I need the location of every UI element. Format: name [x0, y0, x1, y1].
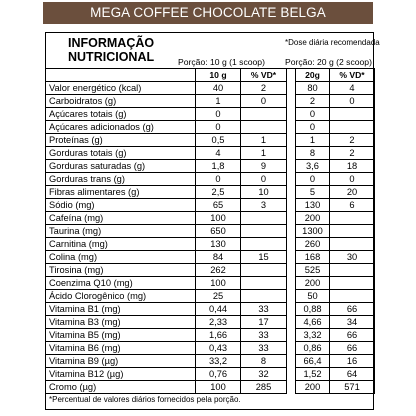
value-20g: 66,4 [296, 355, 330, 368]
table-row [46, 186, 375, 199]
value-20g: 1,52 [296, 368, 330, 381]
vd-10g: 285 [241, 381, 287, 394]
nutrient-label: Valor energético (kcal) [46, 82, 196, 95]
nutrient-label: Carnitina (mg) [46, 238, 196, 251]
vd-10g: 32 [241, 368, 287, 381]
vd-20g: 16 [330, 355, 375, 368]
value-10g: 2,33 [196, 316, 241, 329]
vd-20g: 30 [330, 251, 375, 264]
table-row [46, 368, 375, 381]
column-gap [287, 212, 296, 225]
value-10g: 4 [196, 147, 241, 160]
vd-20g: 20 [330, 186, 375, 199]
vd-20g [330, 108, 375, 121]
table-row [46, 264, 375, 277]
vd-20g [330, 264, 375, 277]
value-10g: 0,5 [196, 134, 241, 147]
vd-20g: 66 [330, 303, 375, 316]
nutrient-label: Fibras alimentares (g) [46, 186, 196, 199]
value-10g: 100 [196, 381, 241, 394]
table-row [46, 147, 375, 160]
footnote: *Percentual de valores diários fornecidos pela porção. [49, 395, 241, 404]
value-10g: 100 [196, 212, 241, 225]
value-10g: 0 [196, 108, 241, 121]
nutrient-label: Vitamina B9 (µg) [46, 355, 196, 368]
vd-10g [241, 121, 287, 134]
vd-10g: 33 [241, 303, 287, 316]
vd-10g: 17 [241, 316, 287, 329]
vd-20g [330, 212, 375, 225]
header-serving-10g: 10 g [196, 69, 241, 82]
column-gap [287, 134, 296, 147]
table-row [46, 108, 375, 121]
column-gap [287, 264, 296, 277]
vd-10g: 1 [241, 134, 287, 147]
column-gap [287, 199, 296, 212]
value-10g: 0 [196, 121, 241, 134]
nutrient-label: Vitamina B12 (µg) [46, 368, 196, 381]
header-vd-10g: % VD* [241, 69, 287, 82]
nutrient-label: Açúcares totais (g) [46, 108, 196, 121]
value-10g: 0,43 [196, 342, 241, 355]
column-gap [287, 290, 296, 303]
table-row [46, 212, 375, 225]
vd-20g [330, 238, 375, 251]
table-row [46, 95, 375, 108]
value-10g: 100 [196, 277, 241, 290]
value-10g: 0 [196, 173, 241, 186]
table-row [46, 173, 375, 186]
value-20g: 0 [296, 108, 330, 121]
product-title-banner: MEGA COFFEE CHOCOLATE BELGA [43, 2, 373, 24]
column-gap [287, 303, 296, 316]
column-gap [287, 225, 296, 238]
vd-20g: 4 [330, 82, 375, 95]
vd-20g: 0 [330, 173, 375, 186]
value-20g: 200 [296, 381, 330, 394]
value-20g: 525 [296, 264, 330, 277]
column-gap [287, 368, 296, 381]
column-gap [287, 82, 296, 95]
value-20g: 3,32 [296, 329, 330, 342]
column-gap [287, 147, 296, 160]
nutrient-label: Colina (mg) [46, 251, 196, 264]
nutrient-label: Sódio (mg) [46, 199, 196, 212]
value-10g: 650 [196, 225, 241, 238]
value-20g: 5 [296, 186, 330, 199]
portion-20g-label: Porção: 20 g (2 scoop) [285, 57, 372, 67]
nutrient-label: Açúcares adicionados (g) [46, 121, 196, 134]
table-row [46, 238, 375, 251]
vd-10g: 8 [241, 355, 287, 368]
nutrient-label: Carboidratos (g) [46, 95, 196, 108]
vd-20g [330, 290, 375, 303]
nutrient-label: Vitamina B1 (mg) [46, 303, 196, 316]
value-20g: 3,6 [296, 160, 330, 173]
column-gap [287, 277, 296, 290]
column-gap [287, 121, 296, 134]
nutrient-label: Vitamina B3 (mg) [46, 316, 196, 329]
value-10g: 25 [196, 290, 241, 303]
vd-20g: 0 [330, 95, 375, 108]
table-row [46, 121, 375, 134]
column-gap [287, 160, 296, 173]
vd-10g [241, 277, 287, 290]
value-10g: 0,44 [196, 303, 241, 316]
table-row [46, 381, 375, 394]
column-gap [287, 342, 296, 355]
value-20g: 260 [296, 238, 330, 251]
value-10g: 2,5 [196, 186, 241, 199]
vd-10g [241, 225, 287, 238]
nutrient-label: Proteínas (g) [46, 134, 196, 147]
vd-20g: 18 [330, 160, 375, 173]
vd-20g: 66 [330, 329, 375, 342]
nutrient-label: Ácido Clorogênico (mg) [46, 290, 196, 303]
vd-10g: 2 [241, 82, 287, 95]
value-10g: 1,8 [196, 160, 241, 173]
vd-20g: 64 [330, 368, 375, 381]
value-10g: 0,76 [196, 368, 241, 381]
vd-10g: 3 [241, 199, 287, 212]
value-10g: 33,2 [196, 355, 241, 368]
panel-title [68, 36, 154, 64]
table-row [46, 290, 375, 303]
column-gap [287, 238, 296, 251]
vd-20g: 571 [330, 381, 375, 394]
nutrition-table [45, 68, 375, 394]
value-20g: 1300 [296, 225, 330, 238]
vd-10g: 33 [241, 329, 287, 342]
dv-note: *Dose diária recomendada [285, 38, 380, 47]
value-20g: 0,88 [296, 303, 330, 316]
value-10g: 1,66 [196, 329, 241, 342]
vd-20g: 2 [330, 147, 375, 160]
table-row [46, 316, 375, 329]
value-20g: 50 [296, 290, 330, 303]
header-label-cell [46, 69, 196, 82]
nutrient-label: Vitamina B6 (mg) [46, 342, 196, 355]
vd-20g: 2 [330, 134, 375, 147]
vd-20g [330, 225, 375, 238]
table-row [46, 199, 375, 212]
vd-10g [241, 264, 287, 277]
vd-10g: 15 [241, 251, 287, 264]
value-20g: 130 [296, 199, 330, 212]
value-20g: 80 [296, 82, 330, 95]
column-gap [287, 95, 296, 108]
value-20g: 168 [296, 251, 330, 264]
portion-10g-label: Porção: 10 g (1 scoop) [178, 57, 265, 67]
vd-20g: 6 [330, 199, 375, 212]
table-row [46, 329, 375, 342]
value-20g: 0 [296, 173, 330, 186]
vd-10g: 1 [241, 147, 287, 160]
panel-title-line1: INFORMAÇÃO [68, 36, 155, 50]
table-row [46, 160, 375, 173]
nutrient-label: Taurina (mg) [46, 225, 196, 238]
nutrient-label: Vitamina B5 (mg) [46, 329, 196, 342]
vd-20g: 66 [330, 342, 375, 355]
column-gap [287, 173, 296, 186]
table-row [46, 355, 375, 368]
table-row [46, 82, 375, 95]
table-row [46, 303, 375, 316]
value-20g: 0,86 [296, 342, 330, 355]
value-20g: 200 [296, 277, 330, 290]
column-gap [287, 316, 296, 329]
table-row [46, 277, 375, 290]
value-20g: 4,66 [296, 316, 330, 329]
vd-10g [241, 212, 287, 225]
value-20g: 0 [296, 121, 330, 134]
nutrient-label: Cromo (µg) [46, 381, 196, 394]
value-20g: 8 [296, 147, 330, 160]
value-20g: 2 [296, 95, 330, 108]
value-20g: 1 [296, 134, 330, 147]
value-10g: 65 [196, 199, 241, 212]
vd-20g [330, 277, 375, 290]
vd-10g: 10 [241, 186, 287, 199]
nutrient-label: Gorduras trans (g) [46, 173, 196, 186]
column-gap [287, 69, 296, 82]
table-row [46, 225, 375, 238]
table-row [46, 342, 375, 355]
vd-10g: 0 [241, 95, 287, 108]
header-serving-20g: 20g [296, 69, 330, 82]
value-10g: 262 [196, 264, 241, 277]
value-10g: 1 [196, 95, 241, 108]
panel-title-line2: NUTRICIONAL [68, 50, 155, 64]
header-vd-20g: % VD* [330, 69, 375, 82]
vd-10g [241, 238, 287, 251]
vd-10g: 9 [241, 160, 287, 173]
table-row [46, 134, 375, 147]
vd-20g: 34 [330, 316, 375, 329]
column-gap [287, 329, 296, 342]
value-10g: 130 [196, 238, 241, 251]
vd-10g [241, 290, 287, 303]
nutrient-label: Tirosina (mg) [46, 264, 196, 277]
vd-10g: 0 [241, 173, 287, 186]
nutrient-label: Gorduras saturadas (g) [46, 160, 196, 173]
vd-10g: 33 [241, 342, 287, 355]
nutrient-label: Coenzima Q10 (mg) [46, 277, 196, 290]
column-gap [287, 108, 296, 121]
column-gap [287, 355, 296, 368]
nutrient-label: Gorduras totais (g) [46, 147, 196, 160]
value-20g: 200 [296, 212, 330, 225]
table-row [46, 251, 375, 264]
column-gap [287, 186, 296, 199]
table-header-row [46, 69, 375, 82]
value-10g: 84 [196, 251, 241, 264]
column-gap [287, 251, 296, 264]
value-10g: 40 [196, 82, 241, 95]
vd-10g [241, 108, 287, 121]
nutrient-label: Cafeína (mg) [46, 212, 196, 225]
column-gap [287, 381, 296, 394]
vd-20g [330, 121, 375, 134]
